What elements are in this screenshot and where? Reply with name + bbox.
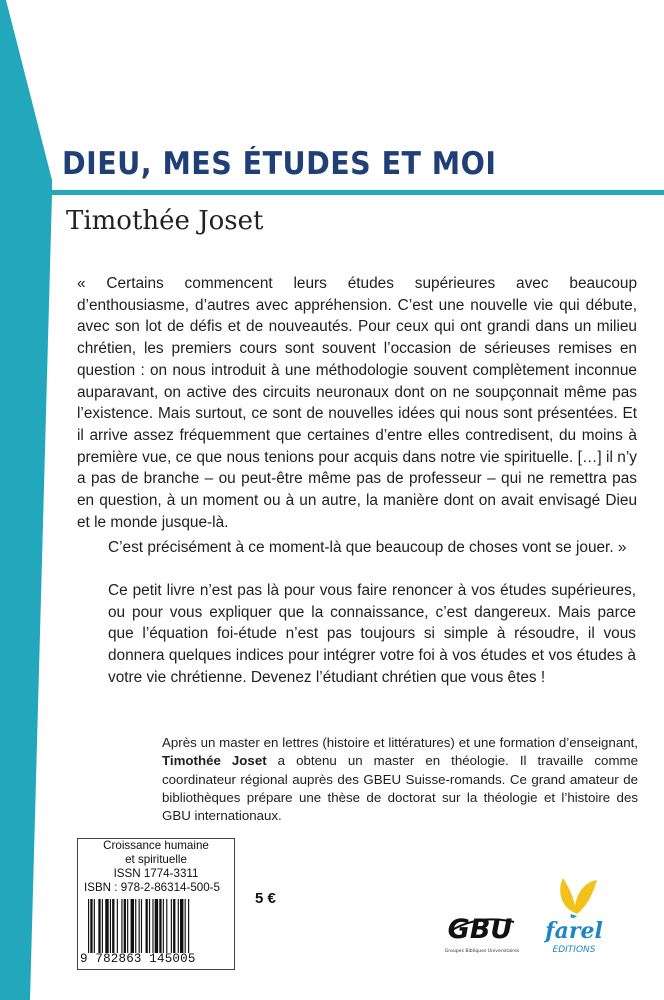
bio-author-name: Timothée Joset xyxy=(162,753,267,769)
farel-logo xyxy=(543,876,605,960)
gbu-logo xyxy=(440,908,524,958)
barcode-number: 9 782863 145005 xyxy=(80,952,196,966)
blurb-paragraph: Ce petit livre n’est pas là pour vous faire renoncer à vos études supérieures, ou pour vous expliquer que la connaissance, c’est dangereux. Mais parce que l’équation foi-étude n’est pas toujours si simple à résoudre, il vous donnera quelques indices pour intégrer votre foi à vos études et vos études à votre vie chrétienne. Devenez l’étudiant chrétien que vous êtes ! xyxy=(108,582,636,686)
isbn-text: ISBN : 978-2-86314-500-5 xyxy=(84,881,220,894)
price: 5 € xyxy=(255,890,276,907)
collection-line-1: Croissance humaine xyxy=(103,839,209,852)
gbu-tagline: Groupes Bibliques Universitaires xyxy=(444,949,520,954)
quote-paragraph-1: « Certains commencent leurs études supérieures avec beaucoup d’enthousiasme, d’autres avec appréhension. C’est une nouvelle vie qui débute, avec son lot de défis et de nouveautés. Pour ceux qui ont grandi dans un milieu chrétien, les premiers cours sont souvent l’occasion de sérieuses remises en question : on nous introduit à une méthodologie souvent complètement inconnue auparavant, on active des circuits neuronaux dont on ne soupçonnait même pas l’existence. Mais surtout, ce sont de nouvelles idées qui nous sont présentées. Et il arrive assez fréquemment que certaines d’entre elles contredisent, du moins à première vue, ce que nous tenions pour acquis dans notre vie spirituelle. […] il n’y a pas de branche – ou peut-être même pas de professeur – qui ne remettra pas en question, à un moment ou à un autre, la manière dont on avait envisagé Dieu et le monde jusque-là. xyxy=(77,275,637,531)
quote-paragraph-2: C’est précisément à ce moment-là que beaucoup de choses vont se jouer. » xyxy=(108,539,627,556)
farel-editions-text: EDITIONS xyxy=(552,945,596,955)
title-rule xyxy=(50,190,664,195)
book-author: Timothée Joset xyxy=(66,206,264,236)
issn-text: ISSN 1774-3311 xyxy=(113,867,199,880)
gbu-logo-text: GBU xyxy=(447,914,513,945)
barcode-graphic xyxy=(88,899,226,953)
author-bio xyxy=(162,734,638,825)
farel-logo-text: farel xyxy=(545,918,603,944)
collection-line-2: et spirituelle xyxy=(125,853,187,866)
bio-text-start: Après un master en lettres (histoire et littératures) et une formation d’enseignant, xyxy=(162,735,638,750)
bio-text-end: a obtenu un master en théologie. Il travaille comme coordinateur régional auprès des GBEU Suisse-romands. Ce grand amateur de bibliothèques prépare une thèse de doctorat sur la théologie et l’histoire des GBU internationaux. xyxy=(162,753,638,824)
barcode-box xyxy=(77,838,235,970)
book-title: DIEU, MES ÉTUDES ET MOI xyxy=(62,146,497,182)
dove-icon xyxy=(560,878,597,918)
